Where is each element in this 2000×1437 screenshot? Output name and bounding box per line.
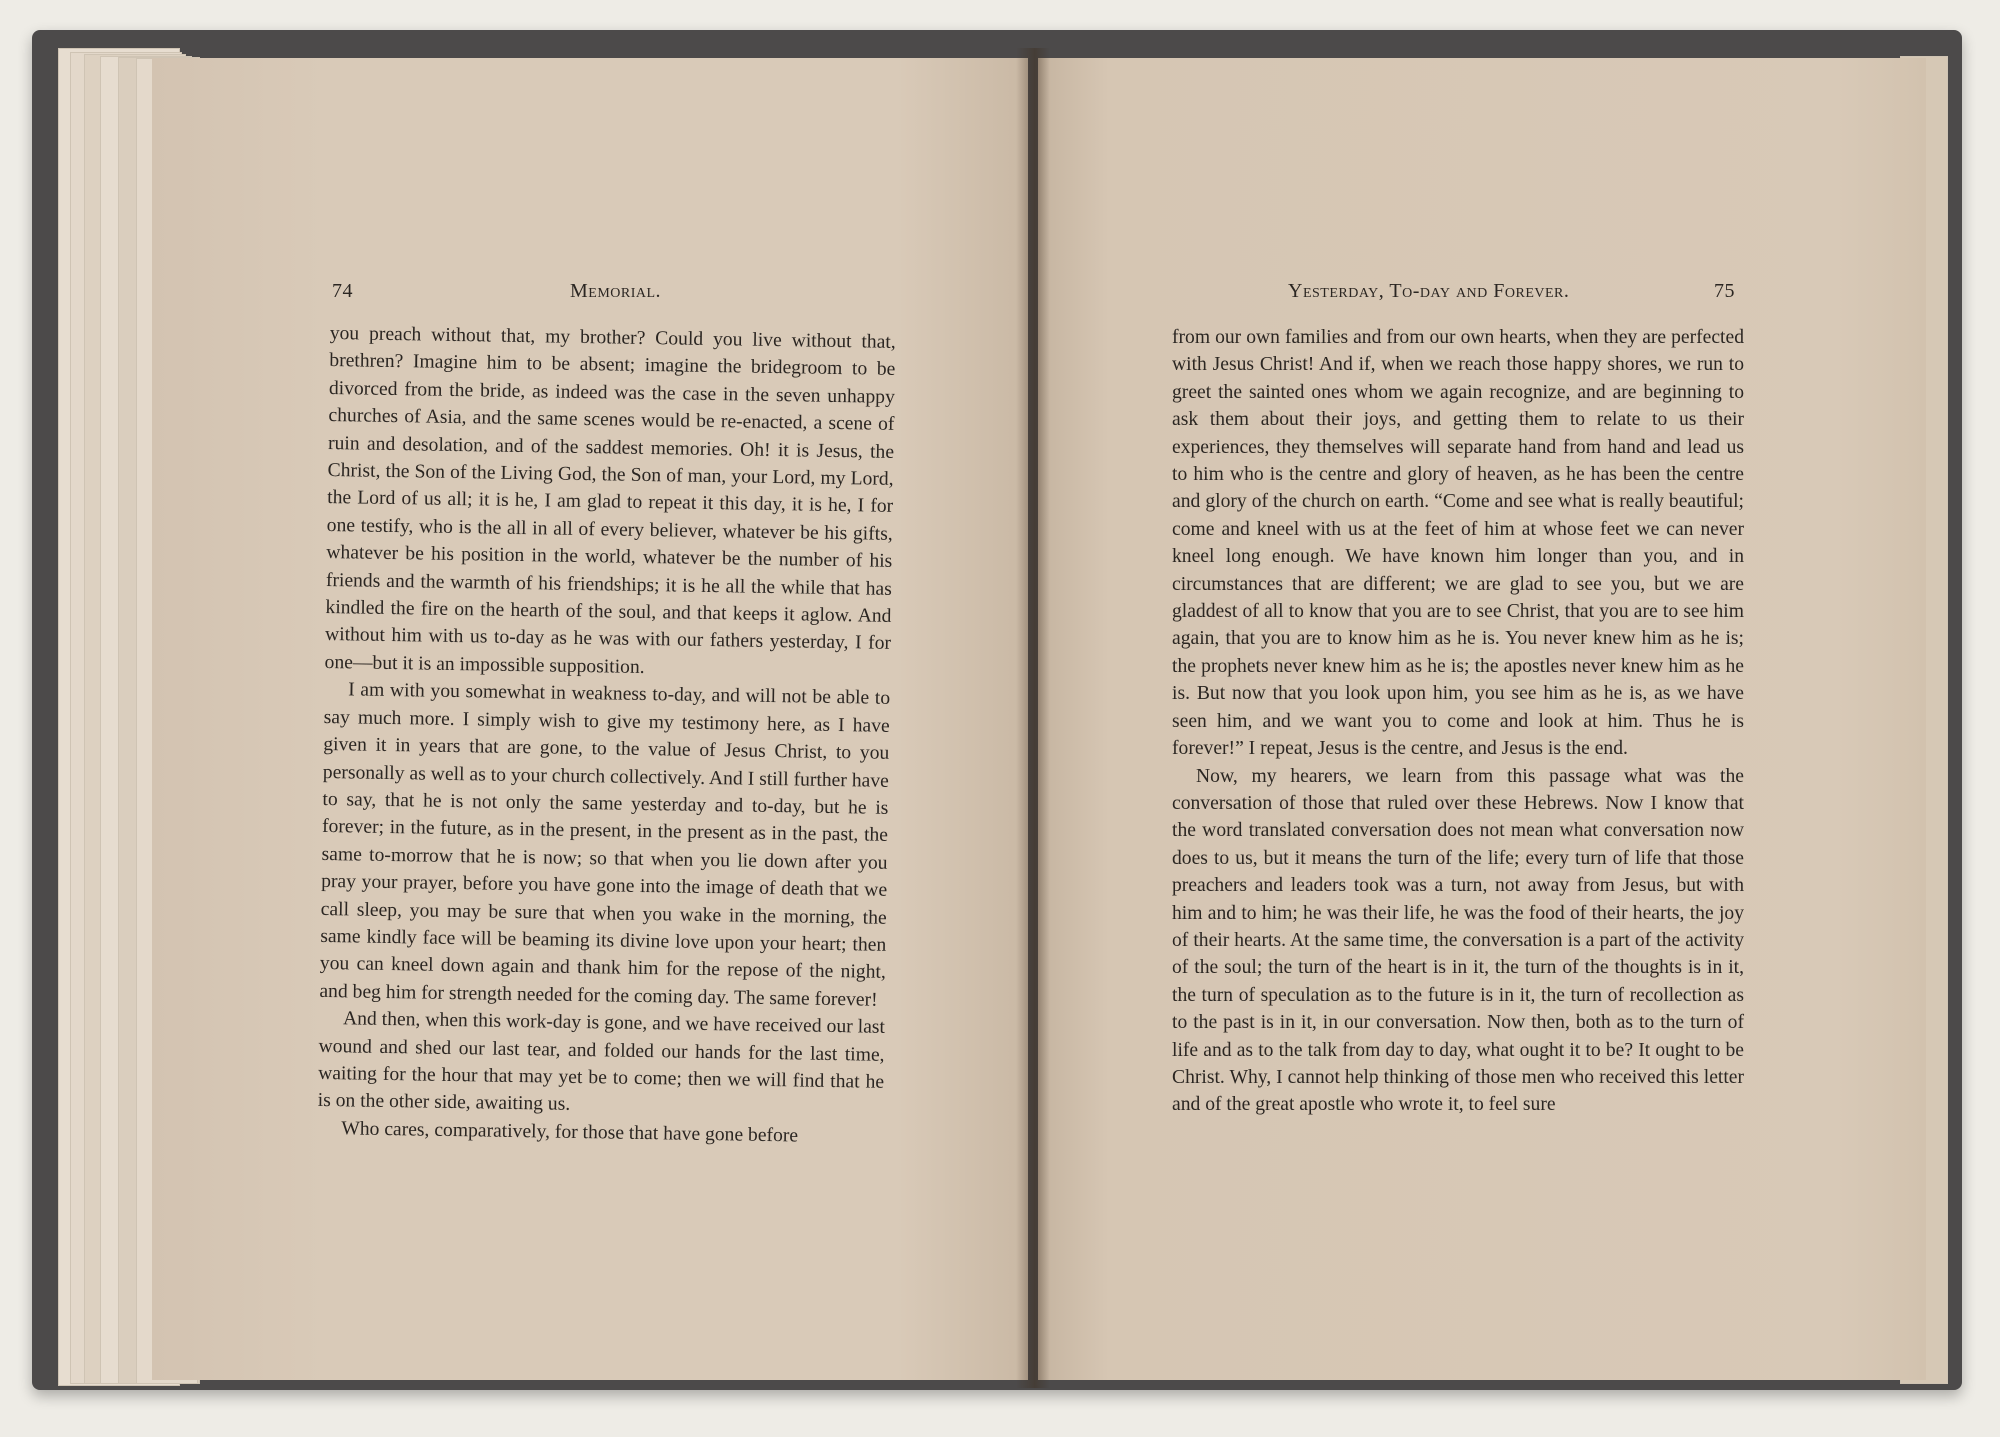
paragraph: Now, my hearers, we learn from this passage what was the conversation of those that ruled over these Hebrews. Now I know that the word translated conversation does not mean what conversation now does to us, but it means the turn of the life; every turn of life that those preachers and leaders took was a turn, not away from Jesus, but with him and to him; he was their life, he was the food of their hearts, the joy of their hearts. At the same time, the conversation is a part of the activity of the soul; the turn of the heart is in it, the turn of the thoughts is in it, the turn of speculation as to the future is in it, the turn of recollection as to the past is in it, in our conversation. Now then, both as to the turn of life and as to the talk from day to day, what ought it to be? It ought to be Christ. Why, I cannot help thinking of those men who received this letter and of the great apostle who wrote it, to feel sure bbox=[1172, 765, 1744, 1116]
paragraph: you preach without that, my brother? Could you live without that, brethren? Imagine him to be absent; imagine the bridegroom to be divorced from the bride, as indeed was the case in the seven unhappy churches of Asia, and the same scenes would be re-enacted, a scene of ruin and desolation, and of the saddest memories. Oh! it is Jesus, the Christ, the Son of the Living God, the Son of man, your Lord, my Lord, the Lord of us all; it is he, I am glad to repeat it this day, it is he, I for one testify, who is the all in all of every believer, whatever be his gifts, whatever be his position in the world, whatever be the number of his friends and the warmth of his friendships; it is he all the while that has kindled the fire on the hearth of the soul, and that keeps it aglow. And without him with us to-day as he was with our fathers yesterday, I for one—but it is an impossible supposition. bbox=[324, 322, 896, 678]
right-page bbox=[1038, 58, 1926, 1380]
left-page-text bbox=[317, 320, 896, 1151]
right-page-number: 75 bbox=[1714, 280, 1735, 302]
paragraph: from our own families and from our own hearts, when they are perfected with Jesus Christ! And if, when we reach those happy shores, we run to greet the sainted ones whom we again recognize, and are beginning to ask them about their joys, and getting them to relate to us their experiences, they themselves will separate hand from hand and lead us to him who is the centre and glory of heaven, as he has been the centre and glory of the church on earth. “Come and see what is really beautiful; come and kneel with us at the feet of him at whose feet we can never kneel long enough. We have known him longer than you, and in circumstances that are different; we are glad to see you, but we are gladdest of all to know that you are to see Christ, that you are to see him again, that you are to know him as he is. You never knew him as he is; the prophets never knew him as he is; the apostles never knew him as he is. But now that you look upon him, you see him as he is, as we have seen him, and we want you to come and look at him. Thus he is forever!” I repeat, Jesus is the centre, and Jesus is the end. bbox=[1172, 327, 1744, 760]
paragraph: And then, when this work-day is gone, and we have received our last wound and shed our last tear, and folded our hands for the last time, waiting for the hour that may yet be to come; then we will find that he is on the other side, awaiting us. bbox=[317, 1008, 886, 1116]
paragraph: I am with you somewhat in weakness to-day, and will not be able to say much more. I simply wish to give my testimony here, as I have given it in years that are gone, to the value of Jesus Christ, to you personally as well as to your church collectively. And I still further have to say, that he is not only the same yesterday and to-day, but he is forever; in the future, as in the present, in the present as in the past, the same to-morrow that he is now; so that when you lie down after you pray your prayer, before you have gone into the image of death that we call sleep, you may be sure that when you wake in the morning, the same kindly face will be beaming its divine love upon your heart; then you can kneel down again and thank him for the repose of the night, and beg him for strength needed for the coming day. The same forever! bbox=[319, 679, 891, 1011]
paragraph: Who cares, comparatively, for those that have gone before bbox=[341, 1118, 799, 1147]
right-page-text bbox=[1172, 324, 1744, 1119]
left-page-number: 74 bbox=[332, 280, 353, 302]
right-running-head: Yesterday, To-day and Forever. bbox=[1288, 280, 1570, 302]
left-running-head: Memorial. bbox=[570, 280, 662, 302]
book-gutter bbox=[1016, 48, 1050, 1388]
left-page bbox=[152, 58, 1028, 1380]
